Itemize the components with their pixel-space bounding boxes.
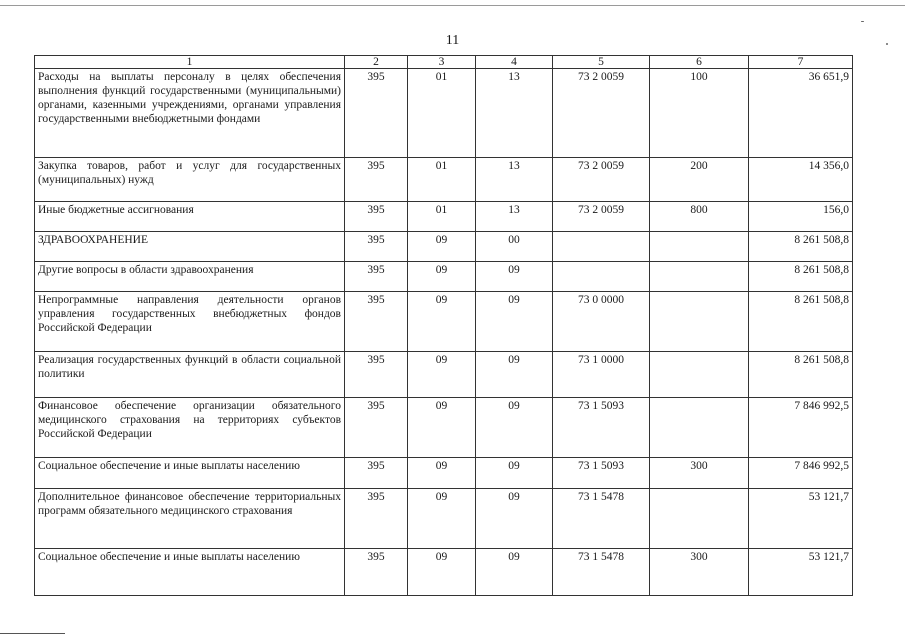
row-name: Финансовое обеспечение организации обязательного медицинского страхования на территориях субъектов Российской Федерации <box>35 398 345 458</box>
amount-cell: 53 121,7 <box>749 489 853 549</box>
target-article-cell: 73 0 0000 <box>553 292 650 352</box>
row-name: Реализация государственных функций в области социальной политики <box>35 352 345 398</box>
row-name: Другие вопросы в области здравоохранения <box>35 262 345 292</box>
target-article-cell: 73 1 0000 <box>553 352 650 398</box>
amount-cell: 8 261 508,8 <box>749 232 853 262</box>
expense-type-cell <box>650 489 749 549</box>
grbs-cell: 395 <box>345 458 408 489</box>
subsection-cell: 13 <box>476 202 553 232</box>
grbs-cell: 395 <box>345 489 408 549</box>
table-row <box>35 292 853 352</box>
expense-type-cell <box>650 292 749 352</box>
row-name: Дополнительное финансовое обеспечение территориальных программ обязательного медицинского страхования <box>35 489 345 549</box>
amount-cell: 7 846 992,5 <box>749 458 853 489</box>
target-article-cell: 73 1 5093 <box>553 458 650 489</box>
subsection-cell: 09 <box>476 458 553 489</box>
amount-cell: 8 261 508,8 <box>749 292 853 352</box>
expense-type-cell: 100 <box>650 69 749 158</box>
section-cell: 09 <box>408 458 476 489</box>
expense-type-cell <box>650 398 749 458</box>
table-row <box>35 352 853 398</box>
row-name: ЗДРАВООХРАНЕНИЕ <box>35 232 345 262</box>
subsection-cell: 09 <box>476 262 553 292</box>
column-header: 7 <box>749 56 853 69</box>
expense-type-cell <box>650 352 749 398</box>
target-article-cell <box>553 262 650 292</box>
table-row <box>35 398 853 458</box>
scan-speck <box>861 21 864 22</box>
grbs-cell: 395 <box>345 232 408 262</box>
expense-type-cell: 300 <box>650 458 749 489</box>
row-name: Иные бюджетные ассигнования <box>35 202 345 232</box>
target-article-cell: 73 2 0059 <box>553 202 650 232</box>
amount-cell: 53 121,7 <box>749 549 853 596</box>
subsection-cell: 00 <box>476 232 553 262</box>
row-name: Расходы на выплаты персоналу в целях обеспечения выполнения функций государственными (муниципальными) органами, казенными учреждениями, органами управления государственными внебюджетными фондами <box>35 69 345 158</box>
expense-type-cell: 300 <box>650 549 749 596</box>
scan-speck <box>886 43 888 45</box>
table-row <box>35 489 853 549</box>
amount-cell: 8 261 508,8 <box>749 262 853 292</box>
subsection-cell: 09 <box>476 398 553 458</box>
table-row <box>35 458 853 489</box>
page-number: 11 <box>445 33 460 48</box>
expense-type-cell <box>650 262 749 292</box>
bottom-rule <box>0 633 65 634</box>
table-row <box>35 549 853 596</box>
section-cell: 09 <box>408 292 476 352</box>
row-name: Социальное обеспечение и иные выплаты населению <box>35 549 345 596</box>
grbs-cell: 395 <box>345 352 408 398</box>
grbs-cell: 395 <box>345 69 408 158</box>
section-cell: 09 <box>408 232 476 262</box>
section-cell: 01 <box>408 202 476 232</box>
column-header: 5 <box>553 56 650 69</box>
row-name: Социальное обеспечение и иные выплаты населению <box>35 458 345 489</box>
column-header: 3 <box>408 56 476 69</box>
amount-cell: 156,0 <box>749 202 853 232</box>
row-name: Закупка товаров, работ и услуг для государственных (муниципальных) нужд <box>35 158 345 202</box>
column-header: 6 <box>650 56 749 69</box>
amount-cell: 36 651,9 <box>749 69 853 158</box>
grbs-cell: 395 <box>345 262 408 292</box>
target-article-cell: 73 2 0059 <box>553 158 650 202</box>
subsection-cell: 09 <box>476 292 553 352</box>
target-article-cell: 73 1 5093 <box>553 398 650 458</box>
top-rule <box>0 5 905 6</box>
amount-cell: 14 356,0 <box>749 158 853 202</box>
section-cell: 09 <box>408 352 476 398</box>
grbs-cell: 395 <box>345 398 408 458</box>
budget-table <box>34 55 853 596</box>
column-header: 4 <box>476 56 553 69</box>
row-name: Непрограммные направления деятельности органов управления государственных внебюджетных фондов Российской Федерации <box>35 292 345 352</box>
section-cell: 09 <box>408 398 476 458</box>
subsection-cell: 09 <box>476 352 553 398</box>
section-cell: 09 <box>408 262 476 292</box>
grbs-cell: 395 <box>345 202 408 232</box>
table-row <box>35 69 853 158</box>
subsection-cell: 13 <box>476 158 553 202</box>
section-cell: 01 <box>408 69 476 158</box>
table-row <box>35 232 853 262</box>
target-article-cell: 73 1 5478 <box>553 549 650 596</box>
section-cell: 09 <box>408 549 476 596</box>
table-row <box>35 158 853 202</box>
amount-cell: 7 846 992,5 <box>749 398 853 458</box>
subsection-cell: 09 <box>476 489 553 549</box>
expense-type-cell: 800 <box>650 202 749 232</box>
amount-cell: 8 261 508,8 <box>749 352 853 398</box>
target-article-cell: 73 1 5478 <box>553 489 650 549</box>
section-cell: 09 <box>408 489 476 549</box>
grbs-cell: 395 <box>345 292 408 352</box>
expense-type-cell <box>650 232 749 262</box>
target-article-cell <box>553 232 650 262</box>
column-header: 1 <box>35 56 345 69</box>
expense-type-cell: 200 <box>650 158 749 202</box>
subsection-cell: 09 <box>476 549 553 596</box>
grbs-cell: 395 <box>345 158 408 202</box>
column-number-row <box>35 56 853 69</box>
section-cell: 01 <box>408 158 476 202</box>
subsection-cell: 13 <box>476 69 553 158</box>
column-header: 2 <box>345 56 408 69</box>
table-row <box>35 262 853 292</box>
grbs-cell: 395 <box>345 549 408 596</box>
target-article-cell: 73 2 0059 <box>553 69 650 158</box>
table-row <box>35 202 853 232</box>
